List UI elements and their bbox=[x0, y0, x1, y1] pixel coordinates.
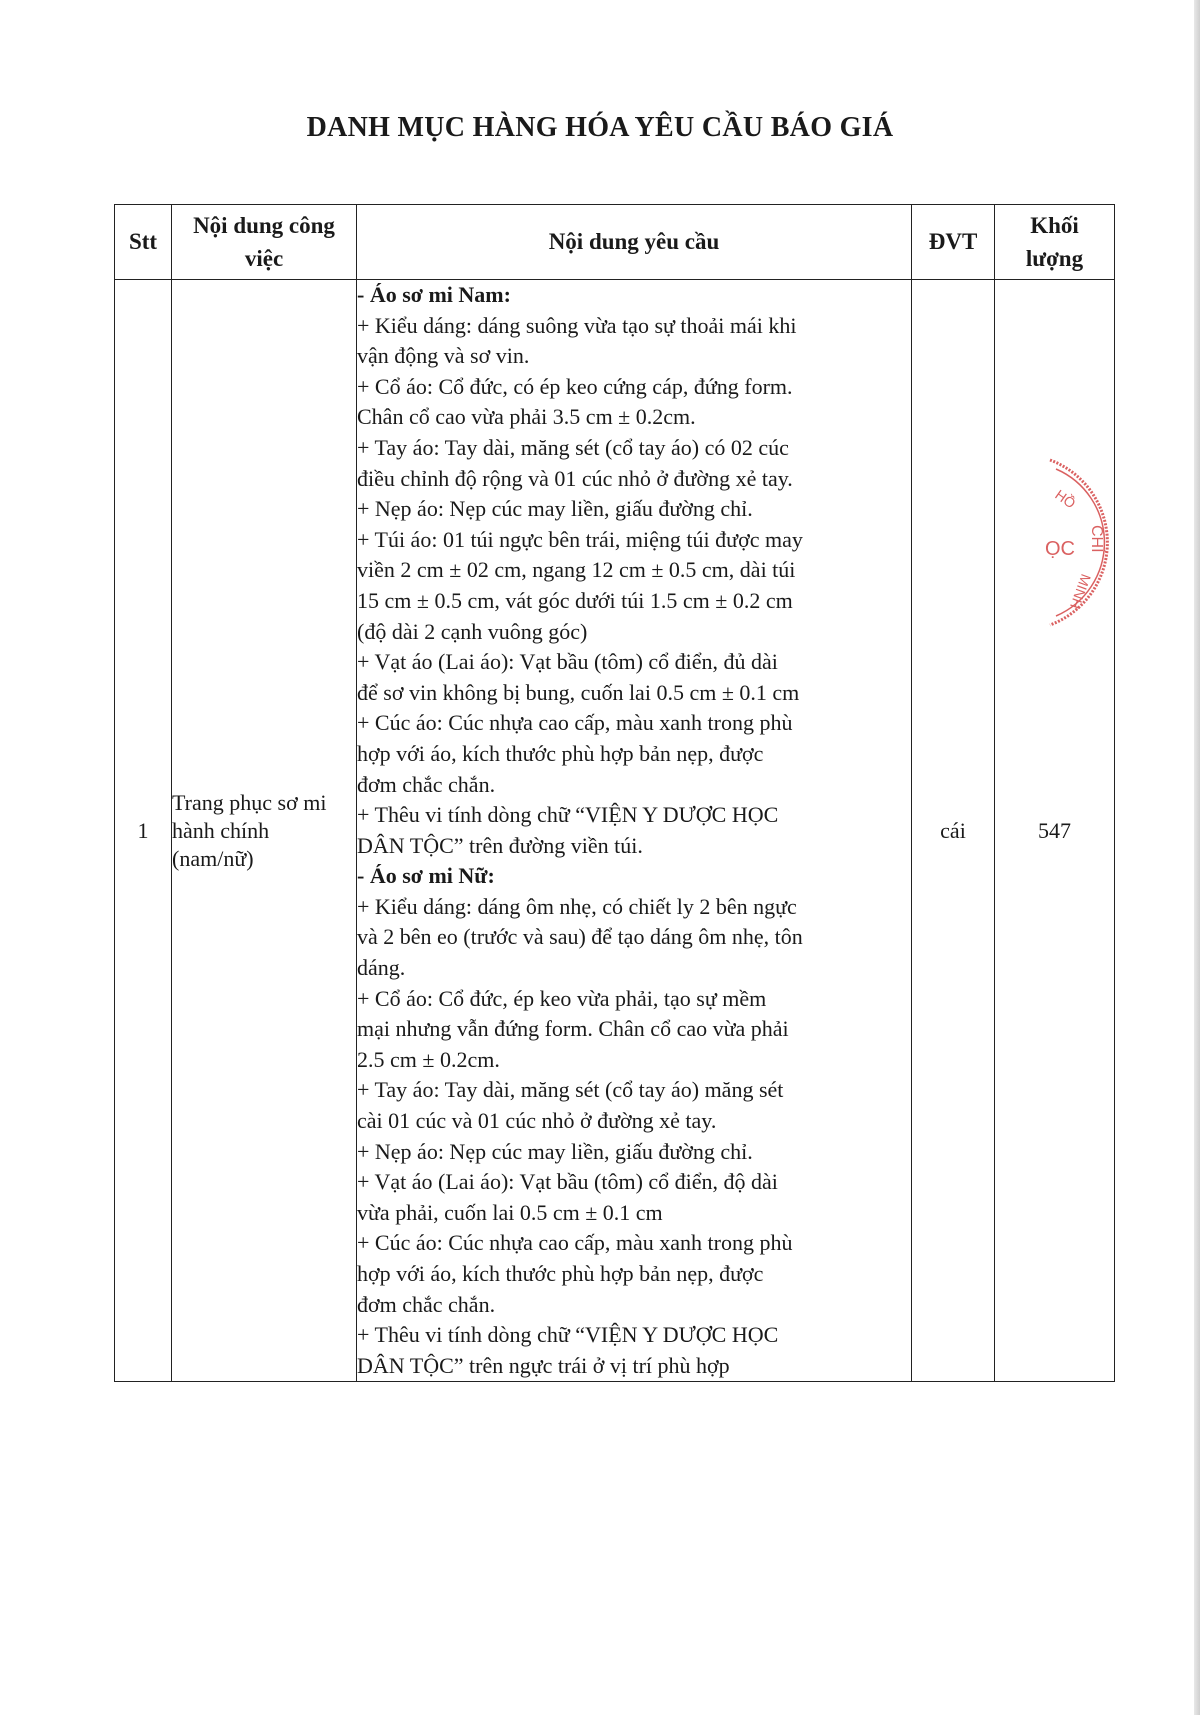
requirement-line: cài 01 cúc và 01 cúc nhỏ ở đường xẻ tay. bbox=[357, 1108, 717, 1134]
requirement-line: mại nhưng vẫn đứng form. Chân cổ cao vừa phải bbox=[357, 1016, 789, 1042]
row-task: Trang phục sơ mi hành chính (nam/nữ) bbox=[172, 280, 357, 1382]
requirement-line: + Cổ áo: Cổ đức, có ép keo cứng cáp, đứng form. bbox=[357, 373, 793, 399]
requirement-line: + Tay áo: Tay dài, măng sét (cổ tay áo) măng sét bbox=[357, 1077, 784, 1103]
requirement-line: đơm chắc chắn. bbox=[357, 771, 496, 797]
requirement-line: 15 cm ± 0.5 cm, vát góc dưới túi 1.5 cm ± 0.2 cm bbox=[357, 587, 793, 613]
header-quantity-label: Khối lượng bbox=[1025, 212, 1084, 271]
requirement-line: + Tay áo: Tay dài, măng sét (cổ tay áo) có 02 cúc bbox=[357, 434, 789, 460]
requirement-line: dáng. bbox=[357, 955, 406, 981]
requirement-line: + Thêu vi tính dòng chữ “VIỆN Y DƯỢC HỌC bbox=[357, 1322, 779, 1348]
requirement-line: hợp với áo, kích thước phù hợp bản nẹp, được bbox=[357, 1261, 764, 1286]
stamp-text-minh: MINH bbox=[1066, 571, 1095, 612]
requirement-section-heading: - Áo sơ mi Nam: bbox=[357, 282, 511, 307]
requirement-line: vừa phải, cuốn lai 0.5 cm ± 0.1 cm bbox=[357, 1199, 663, 1225]
header-task-label: Nội dung công việc bbox=[193, 212, 335, 271]
header-requirement: Nội dung yêu cầu bbox=[357, 205, 912, 280]
row-requirement bbox=[357, 280, 912, 1382]
header-task bbox=[172, 205, 357, 280]
requirement-line: (độ dài 2 cạnh vuông góc) bbox=[357, 618, 588, 644]
scan-page-edge bbox=[1194, 0, 1200, 1715]
requirement-line: đơm chắc chắn. bbox=[357, 1291, 496, 1317]
requirement-line: + Cúc áo: Cúc nhựa cao cấp, màu xanh trong phù bbox=[357, 1230, 793, 1256]
row-stt: 1 bbox=[115, 280, 172, 1382]
requirement-line: + Cổ áo: Cổ đức, ép keo vừa phải, tạo sự mềm bbox=[357, 985, 767, 1011]
requirement-line: + Kiểu dáng: dáng suông vừa tạo sự thoải mái khi bbox=[357, 312, 797, 338]
red-seal-stamp-icon bbox=[1040, 455, 1120, 630]
requirement-line: hợp với áo, kích thước phù hợp bản nẹp, được bbox=[357, 740, 764, 766]
stamp-text-chi: CHÍ bbox=[1088, 525, 1105, 553]
requirement-line: 2.5 cm ± 0.2cm. bbox=[357, 1046, 500, 1072]
stamp-text-ho: HỒ bbox=[1052, 486, 1079, 512]
requirement-line: + Vạt áo (Lai áo): Vạt bầu (tôm) cổ điển, đủ dài bbox=[357, 649, 778, 675]
requirement-line: viền 2 cm ± 02 cm, ngang 12 cm ± 0.5 cm, dài túi bbox=[357, 557, 796, 583]
requirement-line: DÂN TỘC” trên ngực trái ở vị trí phù hợp bbox=[357, 1352, 730, 1378]
requirement-line: + Túi áo: 01 túi ngực bên trái, miệng túi được may bbox=[357, 526, 803, 552]
requirement-line: + Nẹp áo: Nẹp cúc may liền, giấu đường chỉ. bbox=[357, 1138, 753, 1164]
requirement-line: và 2 bên eo (trước và sau) để tạo dáng ôm nhẹ, tôn bbox=[357, 924, 803, 950]
requirement-line: + Kiểu dáng: dáng ôm nhẹ, có chiết ly 2 bên ngực bbox=[357, 893, 797, 919]
requirement-line: + Nẹp áo: Nẹp cúc may liền, giấu đường chỉ. bbox=[357, 496, 753, 522]
requirement-lines bbox=[357, 280, 911, 1381]
header-stt: Stt bbox=[115, 205, 172, 280]
requirement-line: + Cúc áo: Cúc nhựa cao cấp, màu xanh trong phù bbox=[357, 710, 793, 736]
table-header-row bbox=[115, 205, 1115, 280]
requirement-line: điều chỉnh độ rộng và 01 cúc nhỏ ở đường xẻ tay. bbox=[357, 465, 793, 491]
requirement-section-heading: - Áo sơ mi Nữ: bbox=[357, 863, 495, 889]
row-quantity: 547 bbox=[995, 280, 1115, 1382]
row-unit: cái bbox=[912, 280, 995, 1382]
requirement-line: Chân cổ cao vừa phải 3.5 cm ± 0.2cm. bbox=[357, 404, 696, 430]
requirement-line: + Vạt áo (Lai áo): Vạt bầu (tôm) cổ điển, độ dài bbox=[357, 1169, 778, 1195]
requirement-line: + Thêu vi tính dòng chữ “VIỆN Y DƯỢC HỌC bbox=[357, 802, 779, 828]
stamp-text-oc: ỌC bbox=[1045, 538, 1075, 560]
requirement-line: để sơ vin không bị bung, cuốn lai 0.5 cm ± 0.1 cm bbox=[357, 679, 800, 705]
header-unit: ĐVT bbox=[912, 205, 995, 280]
requirement-line: DÂN TỘC” trên đường viền túi. bbox=[357, 832, 643, 858]
header-quantity bbox=[995, 205, 1115, 280]
document-title: DANH MỤC HÀNG HÓA YÊU CẦU BÁO GIÁ bbox=[306, 112, 894, 143]
quotation-table bbox=[114, 204, 1115, 1382]
table-row bbox=[115, 280, 1115, 1382]
requirement-line: vận động và sơ vin. bbox=[357, 343, 530, 369]
